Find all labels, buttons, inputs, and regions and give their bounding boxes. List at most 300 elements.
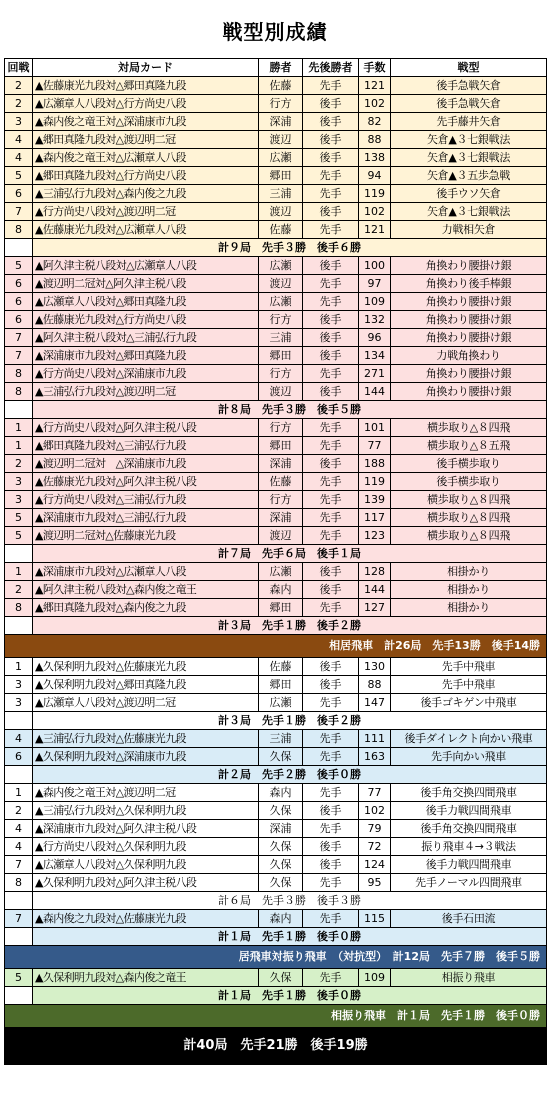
winner-cell: 久保	[259, 748, 303, 766]
summary-spacer	[5, 617, 33, 635]
card-cell: ▲広瀬章人八段対△行方尚史八段	[33, 95, 259, 113]
winner-cell: 三浦	[259, 329, 303, 347]
winner-cell: 森内	[259, 784, 303, 802]
moves-cell: 102	[359, 802, 391, 820]
winner-cell: 行方	[259, 365, 303, 383]
round-cell: 7	[5, 203, 33, 221]
moves-cell: 134	[359, 347, 391, 365]
group-summary: 計２局 先手２勝 後手０勝	[33, 766, 547, 784]
opening-cell: 後手急戦矢倉	[391, 95, 547, 113]
opening-cell: 振り飛車４→３戦法	[391, 838, 547, 856]
round-cell: 7	[5, 856, 33, 874]
group-summary: 計９局 先手３勝 後手６勝	[33, 239, 547, 257]
round-cell: 3	[5, 694, 33, 712]
opening-cell: 角換わり腰掛け銀	[391, 365, 547, 383]
winner-cell: 深浦	[259, 455, 303, 473]
moves-cell: 109	[359, 293, 391, 311]
card-cell: ▲郷田真隆九段対△渡辺明二冠	[33, 131, 259, 149]
round-cell: 1	[5, 563, 33, 581]
winner-cell: 三浦	[259, 730, 303, 748]
opening-cell: 相掛かり	[391, 599, 547, 617]
card-cell: ▲阿久津主税八段対△森内俊之竜王	[33, 581, 259, 599]
opening-cell: 後手横歩取り	[391, 473, 547, 491]
results-table	[4, 58, 547, 1065]
side-cell: 後手	[303, 347, 359, 365]
game-row	[5, 730, 547, 748]
winner-cell: 深浦	[259, 509, 303, 527]
side-cell: 後手	[303, 455, 359, 473]
opening-cell: 後手急戦矢倉	[391, 77, 547, 95]
game-row	[5, 257, 547, 275]
card-cell: ▲広瀬章人八段対△渡辺明二冠	[33, 694, 259, 712]
card-cell: ▲阿久津主税八段対△三浦弘行九段	[33, 329, 259, 347]
card-cell: ▲行方尚史八段対△久保利明九段	[33, 838, 259, 856]
moves-cell: 97	[359, 275, 391, 293]
opening-cell: 矢倉▲３七銀戦法	[391, 149, 547, 167]
winner-cell: 行方	[259, 95, 303, 113]
side-cell: 後手	[303, 311, 359, 329]
moves-cell: 88	[359, 131, 391, 149]
opening-cell: 力戦角換わり	[391, 347, 547, 365]
side-cell: 後手	[303, 856, 359, 874]
summary-spacer	[5, 766, 33, 784]
game-row	[5, 293, 547, 311]
game-row	[5, 347, 547, 365]
game-row	[5, 676, 547, 694]
round-cell: 7	[5, 910, 33, 928]
card-cell: ▲深浦康市九段対△広瀬章人八段	[33, 563, 259, 581]
moves-cell: 132	[359, 311, 391, 329]
game-row	[5, 95, 547, 113]
moves-cell: 188	[359, 455, 391, 473]
side-cell: 先手	[303, 509, 359, 527]
round-cell: 6	[5, 748, 33, 766]
header-row	[5, 59, 547, 77]
opening-cell: 横歩取り△８四飛	[391, 419, 547, 437]
moves-cell: 147	[359, 694, 391, 712]
round-cell: 6	[5, 185, 33, 203]
winner-cell: 久保	[259, 802, 303, 820]
winner-cell: 佐藤	[259, 473, 303, 491]
winner-cell: 渡辺	[259, 383, 303, 401]
side-cell: 先手	[303, 419, 359, 437]
category-total: 居飛車対振り飛車 （対抗型） 計12局 先手７勝 後手５勝	[5, 946, 547, 969]
game-row	[5, 509, 547, 527]
round-cell: 2	[5, 77, 33, 95]
round-cell: 8	[5, 365, 33, 383]
round-cell: 5	[5, 527, 33, 545]
game-row	[5, 856, 547, 874]
moves-cell: 121	[359, 221, 391, 239]
moves-cell: 77	[359, 784, 391, 802]
moves-cell: 128	[359, 563, 391, 581]
side-cell: 先手	[303, 748, 359, 766]
moves-cell: 121	[359, 77, 391, 95]
moves-cell: 111	[359, 730, 391, 748]
card-cell: ▲広瀬章人八段対△郷田真隆九段	[33, 293, 259, 311]
game-row	[5, 113, 547, 131]
game-row	[5, 149, 547, 167]
moves-cell: 130	[359, 658, 391, 676]
game-row	[5, 784, 547, 802]
side-cell: 先手	[303, 473, 359, 491]
header-round: 回戦	[5, 59, 33, 77]
opening-cell: 矢倉▲３七銀戦法	[391, 131, 547, 149]
round-cell: 2	[5, 802, 33, 820]
side-cell: 後手	[303, 257, 359, 275]
card-cell: ▲深浦康市九段対△阿久津主税八段	[33, 820, 259, 838]
side-cell: 後手	[303, 838, 359, 856]
summary-spacer	[5, 987, 33, 1005]
page-title: 戦型別成績	[222, 20, 328, 44]
winner-cell: 久保	[259, 969, 303, 987]
opening-cell: 角換わり腰掛け銀	[391, 329, 547, 347]
moves-cell: 127	[359, 599, 391, 617]
moves-cell: 119	[359, 473, 391, 491]
side-cell: 先手	[303, 527, 359, 545]
game-row	[5, 221, 547, 239]
winner-cell: 佐藤	[259, 221, 303, 239]
card-cell: ▲久保利明九段対△郷田真隆九段	[33, 676, 259, 694]
side-cell: 後手	[303, 802, 359, 820]
side-cell: 後手	[303, 658, 359, 676]
card-cell: ▲久保利明九段対△深浦康市九段	[33, 748, 259, 766]
side-cell: 先手	[303, 293, 359, 311]
round-cell: 6	[5, 293, 33, 311]
opening-cell: 後手ダイレクト向かい飛車	[391, 730, 547, 748]
game-row	[5, 820, 547, 838]
game-row	[5, 802, 547, 820]
category-band-row	[5, 635, 547, 658]
opening-cell: 後手石田流	[391, 910, 547, 928]
moves-cell: 139	[359, 491, 391, 509]
game-row	[5, 581, 547, 599]
winner-cell: 久保	[259, 856, 303, 874]
winner-cell: 佐藤	[259, 658, 303, 676]
category-total: 相振り飛車 計１局 先手１勝 後手０勝	[5, 1005, 547, 1028]
side-cell: 後手	[303, 329, 359, 347]
opening-cell: 後手ゴキゲン中飛車	[391, 694, 547, 712]
side-cell: 先手	[303, 874, 359, 892]
winner-cell: 郷田	[259, 676, 303, 694]
header-moves: 手数	[359, 59, 391, 77]
side-cell: 後手	[303, 563, 359, 581]
round-cell: 5	[5, 257, 33, 275]
round-cell: 7	[5, 347, 33, 365]
round-cell: 1	[5, 658, 33, 676]
round-cell: 1	[5, 784, 33, 802]
game-row	[5, 658, 547, 676]
side-cell: 後手	[303, 203, 359, 221]
card-cell: ▲行方尚史八段対△阿久津主税八段	[33, 419, 259, 437]
card-cell: ▲行方尚史八段対△渡辺明二冠	[33, 203, 259, 221]
moves-cell: 144	[359, 581, 391, 599]
moves-cell: 271	[359, 365, 391, 383]
card-cell: ▲三浦弘行九段対△佐藤康光九段	[33, 730, 259, 748]
category-band-row	[5, 1005, 547, 1028]
side-cell: 先手	[303, 437, 359, 455]
winner-cell: 行方	[259, 311, 303, 329]
opening-cell: 先手ノーマル四間飛車	[391, 874, 547, 892]
moves-cell: 94	[359, 167, 391, 185]
round-cell: 4	[5, 838, 33, 856]
winner-cell: 郷田	[259, 599, 303, 617]
winner-cell: 渡辺	[259, 275, 303, 293]
opening-cell: 横歩取り△８四飛	[391, 491, 547, 509]
round-cell: 6	[5, 311, 33, 329]
moves-cell: 138	[359, 149, 391, 167]
game-row	[5, 365, 547, 383]
card-cell: ▲佐藤康光九段対△行方尚史八段	[33, 311, 259, 329]
moves-cell: 77	[359, 437, 391, 455]
opening-cell: 後手ウソ矢倉	[391, 185, 547, 203]
card-cell: ▲深浦康市九段対△三浦弘行九段	[33, 509, 259, 527]
card-cell: ▲三浦弘行九段対△森内俊之九段	[33, 185, 259, 203]
card-cell: ▲久保利明九段対△佐藤康光九段	[33, 658, 259, 676]
opening-cell: 後手角交換四間飛車	[391, 784, 547, 802]
opening-cell: 相掛かり	[391, 581, 547, 599]
round-cell: 5	[5, 509, 33, 527]
round-cell: 5	[5, 969, 33, 987]
group-summary-row	[5, 892, 547, 910]
winner-cell: 渡辺	[259, 203, 303, 221]
side-cell: 先手	[303, 491, 359, 509]
card-cell: ▲郷田真隆九段対△森内俊之九段	[33, 599, 259, 617]
round-cell: 3	[5, 676, 33, 694]
opening-cell: 先手藤井矢倉	[391, 113, 547, 131]
moves-cell: 88	[359, 676, 391, 694]
winner-cell: 渡辺	[259, 131, 303, 149]
round-cell: 8	[5, 383, 33, 401]
opening-cell: 後手角交換四間飛車	[391, 820, 547, 838]
card-cell: ▲行方尚史八段対△三浦弘行九段	[33, 491, 259, 509]
side-cell: 先手	[303, 221, 359, 239]
card-cell: ▲渡辺明二冠対△佐藤康光九段	[33, 527, 259, 545]
winner-cell: 渡辺	[259, 527, 303, 545]
round-cell: 4	[5, 730, 33, 748]
group-summary: 計８局 先手３勝 後手５勝	[33, 401, 547, 419]
grand-total: 計40局 先手21勝 後手19勝	[5, 1028, 547, 1065]
round-cell: 2	[5, 455, 33, 473]
round-cell: 7	[5, 329, 33, 347]
game-row	[5, 455, 547, 473]
moves-cell: 96	[359, 329, 391, 347]
game-row	[5, 910, 547, 928]
winner-cell: 久保	[259, 838, 303, 856]
card-cell: ▲行方尚史八段対△深浦康市九段	[33, 365, 259, 383]
moves-cell: 163	[359, 748, 391, 766]
moves-cell: 102	[359, 95, 391, 113]
opening-cell: 相振り飛車	[391, 969, 547, 987]
group-summary-row	[5, 401, 547, 419]
group-summary-row	[5, 239, 547, 257]
side-cell: 後手	[303, 131, 359, 149]
winner-cell: 深浦	[259, 113, 303, 131]
game-row	[5, 167, 547, 185]
card-cell: ▲森内俊之竜王対△広瀬章人八段	[33, 149, 259, 167]
card-cell: ▲渡辺明二冠対△阿久津主税八段	[33, 275, 259, 293]
card-cell: ▲森内俊之九段対△佐藤康光九段	[33, 910, 259, 928]
game-row	[5, 185, 547, 203]
round-cell: 1	[5, 437, 33, 455]
moves-cell: 101	[359, 419, 391, 437]
opening-cell: 横歩取り△８四飛	[391, 509, 547, 527]
card-cell: ▲阿久津主税八段対△広瀬章人八段	[33, 257, 259, 275]
game-row	[5, 131, 547, 149]
side-cell: 後手	[303, 113, 359, 131]
opening-cell: 角換わり腰掛け銀	[391, 383, 547, 401]
winner-cell: 広瀬	[259, 694, 303, 712]
opening-cell: 力戦相矢倉	[391, 221, 547, 239]
opening-cell: 先手向かい飛車	[391, 748, 547, 766]
round-cell: 3	[5, 491, 33, 509]
winner-cell: 久保	[259, 874, 303, 892]
header-card: 対局カード	[33, 59, 259, 77]
card-cell: ▲佐藤康光九段対△郷田真隆九段	[33, 77, 259, 95]
game-row	[5, 599, 547, 617]
group-summary-row	[5, 712, 547, 730]
game-row	[5, 329, 547, 347]
header-winner: 勝者	[259, 59, 303, 77]
game-row	[5, 311, 547, 329]
card-cell: ▲森内俊之竜王対△深浦康市九段	[33, 113, 259, 131]
opening-cell: 矢倉▲３五歩急戦	[391, 167, 547, 185]
side-cell: 後手	[303, 383, 359, 401]
game-row	[5, 527, 547, 545]
game-row	[5, 748, 547, 766]
group-summary: 計３局 先手１勝 後手２勝	[33, 617, 547, 635]
moves-cell: 119	[359, 185, 391, 203]
side-cell: 先手	[303, 730, 359, 748]
winner-cell: 佐藤	[259, 77, 303, 95]
winner-cell: 森内	[259, 581, 303, 599]
game-row	[5, 203, 547, 221]
winner-cell: 広瀬	[259, 257, 303, 275]
opening-cell: 先手中飛車	[391, 676, 547, 694]
moves-cell: 109	[359, 969, 391, 987]
group-summary-row	[5, 617, 547, 635]
summary-spacer	[5, 239, 33, 257]
opening-cell: 後手力戦四間飛車	[391, 802, 547, 820]
side-cell: 先手	[303, 969, 359, 987]
side-cell: 先手	[303, 784, 359, 802]
side-cell: 先手	[303, 694, 359, 712]
round-cell: 8	[5, 221, 33, 239]
card-cell: ▲三浦弘行九段対△渡辺明二冠	[33, 383, 259, 401]
summary-spacer	[5, 712, 33, 730]
game-row	[5, 77, 547, 95]
moves-cell: 124	[359, 856, 391, 874]
summary-spacer	[5, 401, 33, 419]
winner-cell: 郷田	[259, 437, 303, 455]
card-cell: ▲森内俊之竜王対△渡辺明二冠	[33, 784, 259, 802]
game-row	[5, 563, 547, 581]
group-summary-row	[5, 545, 547, 563]
side-cell: 後手	[303, 676, 359, 694]
moves-cell: 79	[359, 820, 391, 838]
moves-cell: 72	[359, 838, 391, 856]
winner-cell: 深浦	[259, 820, 303, 838]
winner-cell: 行方	[259, 419, 303, 437]
side-cell: 先手	[303, 185, 359, 203]
card-cell: ▲郷田真隆九段対△三浦弘行九段	[33, 437, 259, 455]
group-summary: 計６局 先手３勝 後手３勝	[33, 892, 547, 910]
moves-cell: 95	[359, 874, 391, 892]
moves-cell: 144	[359, 383, 391, 401]
opening-cell: 先手中飛車	[391, 658, 547, 676]
results-body	[5, 77, 547, 1065]
card-cell: ▲三浦弘行九段対△久保利明九段	[33, 802, 259, 820]
card-cell: ▲佐藤康光九段対△阿久津主税八段	[33, 473, 259, 491]
round-cell: 1	[5, 419, 33, 437]
game-row	[5, 473, 547, 491]
group-summary: 計１局 先手１勝 後手０勝	[33, 987, 547, 1005]
category-total: 相居飛車 計26局 先手13勝 後手14勝	[5, 635, 547, 658]
game-row	[5, 383, 547, 401]
round-cell: 8	[5, 599, 33, 617]
side-cell: 先手	[303, 365, 359, 383]
card-cell: ▲広瀬章人八段対△久保利明九段	[33, 856, 259, 874]
card-cell: ▲渡辺明二冠対 △深浦康市九段	[33, 455, 259, 473]
game-row	[5, 491, 547, 509]
side-cell: 後手	[303, 581, 359, 599]
round-cell: 8	[5, 874, 33, 892]
card-cell: ▲久保利明九段対△森内俊之竜王	[33, 969, 259, 987]
winner-cell: 広瀬	[259, 563, 303, 581]
round-cell: 4	[5, 149, 33, 167]
group-summary-row	[5, 987, 547, 1005]
game-row	[5, 694, 547, 712]
summary-spacer	[5, 545, 33, 563]
side-cell: 後手	[303, 95, 359, 113]
side-cell: 後手	[303, 149, 359, 167]
summary-spacer	[5, 928, 33, 946]
group-summary: 計３局 先手１勝 後手２勝	[33, 712, 547, 730]
opening-cell: 矢倉▲３七銀戦法	[391, 203, 547, 221]
moves-cell: 123	[359, 527, 391, 545]
round-cell: 6	[5, 275, 33, 293]
winner-cell: 郷田	[259, 167, 303, 185]
card-cell: ▲久保利明九段対△阿久津主税八段	[33, 874, 259, 892]
header-side: 先後勝者	[303, 59, 359, 77]
game-row	[5, 838, 547, 856]
opening-cell: 角換わり後手棒銀	[391, 275, 547, 293]
group-summary-row	[5, 766, 547, 784]
opening-cell: 後手横歩取り	[391, 455, 547, 473]
winner-cell: 森内	[259, 910, 303, 928]
round-cell: 4	[5, 131, 33, 149]
winner-cell: 郷田	[259, 347, 303, 365]
side-cell: 先手	[303, 599, 359, 617]
round-cell: 4	[5, 820, 33, 838]
winner-cell: 三浦	[259, 185, 303, 203]
opening-cell: 角換わり腰掛け銀	[391, 311, 547, 329]
side-cell: 先手	[303, 167, 359, 185]
game-row	[5, 437, 547, 455]
side-cell: 先手	[303, 910, 359, 928]
group-summary: 計７局 先手６局 後手１局	[33, 545, 547, 563]
winner-cell: 広瀬	[259, 293, 303, 311]
game-row	[5, 874, 547, 892]
game-row	[5, 275, 547, 293]
summary-spacer	[5, 892, 33, 910]
moves-cell: 117	[359, 509, 391, 527]
side-cell: 先手	[303, 275, 359, 293]
game-row	[5, 419, 547, 437]
side-cell: 先手	[303, 77, 359, 95]
round-cell: 3	[5, 113, 33, 131]
opening-cell: 後手力戦四間飛車	[391, 856, 547, 874]
